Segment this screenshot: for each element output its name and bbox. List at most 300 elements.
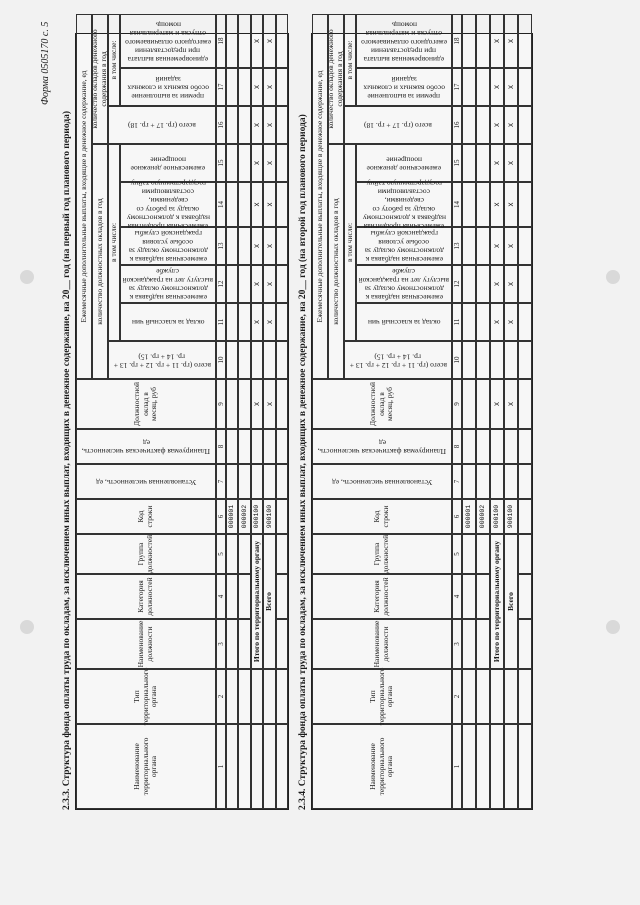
data-cell [251,106,263,144]
not-applicable-mark: х [492,402,502,406]
column-number [452,619,462,669]
header-col-12-text: ежемесячная надбавка к должностному окладу за выслугу лет на гражданской службе [122,267,214,303]
data-cell [276,574,288,619]
data-cell [518,14,532,68]
data-cell [251,182,263,227]
header-col-9-text: Должностной оклад в месяц, руб [132,381,159,427]
header-col-8 [76,429,216,464]
data-cell [276,106,288,144]
data-cell [504,669,518,724]
header-col-11 [356,303,452,341]
header-col-4-text: Категория должностей [372,577,390,616]
data-cell [238,464,250,499]
data-cell [238,429,250,464]
data-cell [504,227,518,265]
data-cell [476,106,490,144]
not-applicable-mark: х [492,39,502,43]
not-applicable-mark: х [264,402,274,406]
data-cell [476,574,490,619]
column-number-text: 9 [216,402,225,406]
column-number-text: 2 [216,694,225,699]
header-col-7 [312,464,452,499]
header-group-salaries-text: количество должностных окладов в год [330,198,340,325]
data-cell [276,379,288,429]
column-number-text: 15 [452,159,461,167]
column-number [216,341,226,379]
total-row-label [263,534,275,669]
not-applicable-mark: х [506,161,516,165]
not-applicable-mark: х [252,320,262,324]
data-cell [263,724,275,809]
header-col-4 [312,574,452,619]
data-cell [518,303,532,341]
data-cell [490,669,504,724]
column-number [452,341,462,379]
header-col-17 [356,68,452,106]
column-number [216,303,226,341]
not-applicable-mark: х [264,244,274,248]
data-cell [462,144,476,182]
column-number-text: 17 [452,83,461,91]
not-applicable-mark: х [506,85,516,89]
data-cell [251,14,263,68]
not-applicable-mark: х [264,320,274,324]
data-cell [490,429,504,464]
column-number [452,182,462,227]
header-col-5-text: Группа должностей [372,534,390,574]
data-cell [462,182,476,227]
data-cell [490,379,504,429]
column-number-text: 1 [452,764,461,769]
data-cell [276,429,288,464]
data-cell [476,669,490,724]
data-cell [238,14,250,68]
data-cell [504,464,518,499]
total-row-label [504,534,518,669]
header-col-6 [312,499,452,534]
data-cell [251,724,263,809]
not-applicable-mark: х [252,244,262,248]
structure-table [75,20,289,810]
data-cell [226,303,238,341]
column-number [216,182,226,227]
total-row-label-text: Итого по территориальному органу [251,540,261,663]
header-col-2 [312,669,452,724]
row-code [490,499,504,534]
data-cell [251,464,263,499]
header-col-17-text: премии за выполнение особо важных и сложных заданий [127,74,209,101]
data-cell [276,534,288,574]
data-cell [518,619,532,669]
data-cell [462,106,476,144]
header-col-7-text: Установленная численность, ед [95,477,197,487]
data-cell [462,464,476,499]
data-cell [518,182,532,227]
column-number [216,379,226,429]
not-applicable-mark: х [252,202,262,207]
data-cell [518,265,532,303]
data-cell [276,14,288,68]
column-number-text: 9 [452,402,461,406]
not-applicable-mark: х [492,161,502,165]
data-cell [263,464,275,499]
header-col-11-text: оклад за классный чин [131,318,205,328]
header-col-1 [312,724,452,809]
data-cell [226,619,238,669]
header-col-4 [76,574,216,619]
header-col-10-text: всего (гр. 11 + гр. 12 + гр. 13 + гр. 14 + гр. 15) [349,352,447,370]
data-cell [504,341,518,379]
data-cell [490,303,504,341]
data-cell [476,619,490,669]
data-cell [476,534,490,574]
header-col-10-text: всего (гр. 11 + гр. 12 + гр. 13 + гр. 14 + гр. 15) [113,352,211,370]
data-cell [504,106,518,144]
header-col-7 [76,464,216,499]
column-number [216,619,226,669]
column-number-text: 8 [452,444,461,449]
data-cell [518,464,532,499]
header-col-14 [356,179,452,232]
header-col-13 [120,227,216,265]
header-col-3-text: Наименование должности [136,620,154,668]
data-cell [490,106,504,144]
data-cell [518,379,532,429]
row-code-text: 000002 [240,504,248,529]
column-number [216,68,226,106]
not-applicable-mark: х [492,123,502,127]
column-number-text: 16 [216,121,225,129]
header-group-allowance-text: количество окладов денежного содержания в год [90,29,108,129]
section-title: 2.3.3. Структура фонда оплаты труда по окладам, за исключением иных выплат, входящих в денежное содержание, на 20__ год (на первый год планового периода) [62,110,72,810]
not-applicable-mark: х [252,402,262,406]
column-number-text: 4 [216,594,225,599]
row-code-text: 000001 [465,504,473,529]
not-applicable-mark: х [264,161,274,165]
row-code [251,499,263,534]
data-cell [462,14,476,68]
data-cell [226,574,238,619]
data-cell [462,265,476,303]
column-number-text: 3 [216,642,225,646]
column-number-text: 10 [452,356,461,364]
data-cell [226,106,238,144]
header-col-7-text: Установленная численность, ед [331,477,433,487]
data-cell [518,227,532,265]
data-cell [251,303,263,341]
column-number [452,106,462,144]
column-number-text: 14 [452,201,461,208]
data-cell [504,303,518,341]
data-cell [504,429,518,464]
column-number-text: 1 [216,764,225,769]
column-number [216,499,226,534]
column-number [452,574,462,619]
data-cell [462,227,476,265]
header-col-9 [312,379,452,429]
header-col-6-text: Код строки [136,505,154,528]
data-cell [476,724,490,809]
column-number-text: 18 [452,37,461,45]
header-col-10 [344,341,452,379]
header-group-allowance [92,14,108,144]
header-col-12-text: ежемесячная надбавка к должностному окладу за выслугу лет на гражданской службе [358,267,450,303]
data-cell [518,106,532,144]
column-number-text: 7 [216,479,225,484]
data-cell [276,227,288,265]
not-applicable-mark: х [264,282,274,286]
data-cell [476,68,490,106]
data-cell [462,619,476,669]
header-group-allowance [328,14,344,144]
row-code [263,499,275,534]
row-code [462,499,476,534]
data-cell [263,341,275,379]
row-code-text: 900100 [265,504,273,529]
data-cell [462,429,476,464]
data-cell [238,144,250,182]
data-cell [238,379,250,429]
data-cell [490,341,504,379]
data-cell [251,265,263,303]
column-number [216,429,226,464]
header-col-6 [76,499,216,534]
column-number [216,724,226,809]
not-applicable-mark: х [506,202,516,207]
not-applicable-mark: х [506,320,516,324]
header-col-8-text: Планируемая фактическая численность, ед [317,438,447,457]
data-cell [226,144,238,182]
column-number-text: 13 [216,242,225,250]
data-cell [504,265,518,303]
data-cell [518,724,532,809]
column-number-text: 11 [452,318,461,326]
header-col-18 [356,14,452,68]
data-cell [490,724,504,809]
column-number-text: 10 [216,356,225,364]
data-cell [462,574,476,619]
header-in-that [108,14,120,106]
not-applicable-mark: х [492,320,502,324]
row-code [238,499,250,534]
data-cell [263,144,275,182]
column-number [452,534,462,574]
column-number-text: 12 [452,280,461,288]
header-col-2-text: Тип территориального органа [132,667,159,726]
header-group-allowance-text: количество окладов денежного содержания в год [326,29,344,129]
header-col-12 [356,265,452,303]
not-applicable-mark: х [492,85,502,89]
data-cell [504,182,518,227]
total-row-label-text: Итого по территориальному органу [491,540,501,663]
header-col-3 [76,619,216,669]
header-group-monthly-text: Ежемесячные дополнительные выплаты, входящие в денежное содержание, ед [314,70,324,323]
not-applicable-mark: х [492,202,502,207]
data-cell [263,227,275,265]
form-number: Форма 0505170 с. 5 [40,21,51,105]
data-cell [504,144,518,182]
row-code-text: 000001 [228,504,236,529]
column-number-text: 13 [452,242,461,250]
section-title: 2.3.4. Структура фонда оплаты труда по окладам, за исключением иных выплат, входящих в денежное содержание, на 20__ год (на второй год планового периода) [298,114,308,810]
header-col-16 [108,106,216,144]
data-cell [462,341,476,379]
header-col-14-text: ежемесячная процентная надбавка к должностному окладу за работу со сведениями, составляющими государственную тайну [126,179,210,232]
row-code [226,499,238,534]
data-cell [226,464,238,499]
structure-table [311,20,533,810]
header-col-8-text: Планируемая фактическая численность, ед [81,438,211,457]
data-cell [276,182,288,227]
data-cell [251,227,263,265]
header-col-9 [76,379,216,429]
total-row-label [490,534,504,669]
header-col-9-text: Должностной оклад в месяц, руб [368,381,395,427]
not-applicable-mark: х [252,123,262,127]
not-applicable-mark: х [264,85,274,89]
row-code [476,499,490,534]
column-number-text: 5 [216,552,225,556]
column-number-text: 18 [216,37,225,45]
header-col-4-text: Категория должностей [136,577,154,616]
header-col-11-text: оклад за классный чин [367,318,441,328]
data-cell [238,724,250,809]
data-cell [462,669,476,724]
not-applicable-mark: х [506,244,516,248]
data-cell [251,669,263,724]
data-cell [238,265,250,303]
column-number [452,669,462,724]
row-code [504,499,518,534]
header-col-5-text: Группа должностей [136,534,154,574]
not-applicable-mark: х [264,202,274,207]
data-cell [476,227,490,265]
row-code-text: 000100 [253,504,261,529]
not-applicable-mark: х [252,161,262,165]
header-col-17 [120,68,216,106]
data-cell [226,182,238,227]
column-number-text: 8 [216,444,225,449]
column-number [216,144,226,182]
data-cell [476,144,490,182]
data-cell [276,724,288,809]
data-cell [226,724,238,809]
column-number [216,14,226,68]
data-cell [251,144,263,182]
data-cell [476,182,490,227]
data-cell [238,341,250,379]
header-col-1 [76,724,216,809]
data-cell [226,669,238,724]
total-row-label [251,534,263,669]
data-cell [276,341,288,379]
header-col-17-text: премии за выполнение особо важных и сложных заданий [363,74,445,101]
data-cell [226,534,238,574]
column-number-text: 2 [452,694,461,699]
data-cell [226,341,238,379]
header-col-5 [312,534,452,574]
data-cell [490,14,504,68]
data-cell [238,619,250,669]
column-number [452,379,462,429]
column-number [452,144,462,182]
column-number [452,227,462,265]
header-in-that [108,144,120,341]
header-col-15-text: ежемесячное денежное поощрение [366,155,442,173]
column-number [216,265,226,303]
header-group-salaries [92,144,108,379]
not-applicable-mark: х [252,39,262,43]
header-col-16 [344,106,452,144]
header-col-5 [76,534,216,574]
column-number [452,464,462,499]
header-col-16-text: всего (гр. 17 + гр. 18) [128,121,196,131]
not-applicable-mark: х [252,282,262,286]
data-cell [276,68,288,106]
data-cell [276,144,288,182]
data-cell [251,379,263,429]
column-number-text: 16 [452,121,461,129]
data-cell [263,14,275,68]
not-applicable-mark: х [264,123,274,127]
data-cell [226,14,238,68]
data-cell [276,464,288,499]
header-col-15-text: ежемесячное денежное поощрение [130,155,206,173]
data-cell [462,303,476,341]
data-cell [226,265,238,303]
column-number [452,724,462,809]
header-col-11 [120,303,216,341]
header-group-monthly-text: Ежемесячные дополнительные выплаты, входящие в денежное содержание, ед [78,70,88,323]
column-number-text: 14 [216,201,225,208]
data-cell [518,574,532,619]
header-col-3 [312,619,452,669]
header-col-10 [108,341,216,379]
header-col-1-text: Наименование территориального органа [132,737,159,796]
data-cell [518,341,532,379]
data-cell [226,227,238,265]
header-in-that [344,144,356,341]
data-cell [462,534,476,574]
column-number-text: 17 [216,83,225,91]
column-number-text: 11 [216,318,225,326]
header-col-18-text: единовременная выплата при предоставлении ежегодного оплачиваемого отпуска и материальная помощь [361,20,447,64]
data-cell [238,227,250,265]
not-applicable-mark: х [492,244,502,248]
data-cell [238,534,250,574]
data-cell [476,429,490,464]
header-col-15 [120,144,216,182]
column-number [452,265,462,303]
header-col-18-text: единовременная выплата при предоставлении ежегодного оплачиваемого отпуска и материальная помощь [125,20,211,64]
total-row-label-text: Всего [264,592,274,611]
data-cell [238,574,250,619]
column-number-text: 3 [452,642,461,646]
data-cell [263,106,275,144]
data-cell [238,68,250,106]
data-cell [251,68,263,106]
data-cell [263,303,275,341]
data-cell [518,499,532,534]
data-cell [226,379,238,429]
data-cell [518,534,532,574]
header-col-6-text: Код строки [372,505,390,528]
data-cell [276,619,288,669]
data-cell [504,724,518,809]
header-in-that-text: в том числе: [108,222,118,263]
column-number-text: 12 [216,280,225,288]
header-col-13 [356,227,452,265]
